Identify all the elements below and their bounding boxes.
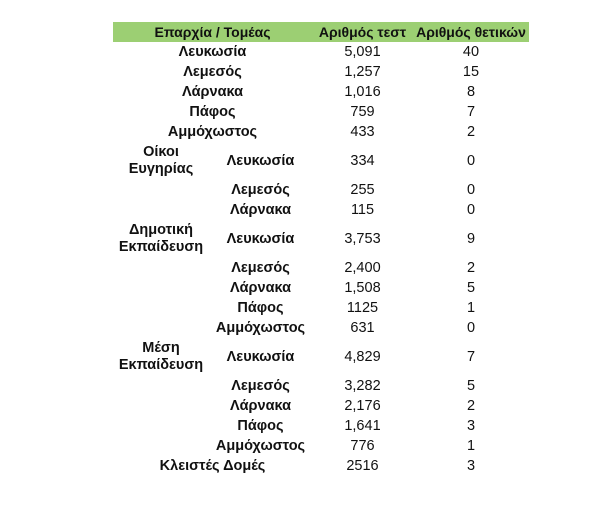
tests-cell: 2516	[346, 458, 379, 474]
positives-cell: 0	[466, 153, 476, 169]
sector-cell: Δημοτική Εκπαίδευση	[118, 222, 204, 255]
positives-cell: 7	[466, 349, 476, 365]
district-cell: Λεμεσός	[231, 260, 290, 276]
stats-table	[113, 22, 529, 476]
header-district: Επαρχία / Τομέας	[154, 24, 271, 40]
district-cell: Λευκωσία	[226, 231, 295, 247]
table-row	[113, 298, 529, 318]
positives-cell: 7	[466, 104, 476, 120]
table-row	[113, 82, 529, 102]
table-row	[113, 416, 529, 436]
tests-cell: 3,753	[344, 231, 381, 247]
district-cell: Λάρνακα	[229, 398, 292, 414]
table-row	[113, 180, 529, 200]
positives-cell: 9	[466, 231, 476, 247]
tests-cell: 5,091	[344, 44, 381, 60]
table-row	[113, 436, 529, 456]
positives-cell: 1	[466, 300, 476, 316]
table-row	[113, 122, 529, 142]
district-cell: Λευκωσία	[226, 349, 295, 365]
positives-cell: 0	[466, 320, 476, 336]
positives-cell: 2	[466, 398, 476, 414]
positives-cell: 0	[466, 182, 476, 198]
sector-cell: Οίκοι Ευγηρίας	[128, 144, 194, 177]
tests-cell: 759	[350, 104, 375, 120]
district-cell: Κλειστές Δομές	[159, 458, 266, 474]
positives-cell: 40	[462, 44, 480, 60]
table-row	[113, 142, 529, 180]
header-tests: Αριθμός τεστ	[318, 24, 407, 40]
positives-cell: 3	[466, 418, 476, 434]
positives-cell: 8	[466, 84, 476, 100]
positives-cell: 5	[466, 280, 476, 296]
district-cell: Αμμόχωστος	[215, 438, 306, 454]
positives-cell: 5	[466, 378, 476, 394]
tests-cell: 4,829	[344, 349, 381, 365]
district-cell: Λευκωσία	[178, 44, 247, 60]
positives-cell: 0	[466, 202, 476, 218]
table-row	[113, 200, 529, 220]
table-row	[113, 376, 529, 396]
table-row	[113, 396, 529, 416]
positives-cell: 2	[466, 260, 476, 276]
tests-cell: 115	[350, 202, 375, 218]
district-cell: Πάφος	[237, 300, 284, 316]
district-cell: Λάρνακα	[229, 280, 292, 296]
table-row	[113, 278, 529, 298]
tests-cell: 1,257	[344, 64, 381, 80]
tests-cell: 433	[350, 124, 375, 140]
positives-cell: 1	[466, 438, 476, 454]
table-row	[113, 62, 529, 82]
table-row	[113, 258, 529, 278]
district-cell: Λάρνακα	[181, 84, 244, 100]
tests-cell: 334	[350, 153, 375, 169]
tests-cell: 1,508	[344, 280, 381, 296]
table-row	[113, 318, 529, 338]
district-cell: Πάφος	[237, 418, 284, 434]
table-row	[113, 102, 529, 122]
table-row	[113, 42, 529, 62]
header-positives: Αριθμός θετικών	[416, 24, 526, 40]
table-row	[113, 338, 529, 376]
table-header	[113, 22, 529, 42]
district-cell: Αμμόχωστος	[167, 124, 258, 140]
tests-cell: 1,641	[344, 418, 381, 434]
district-cell: Λεμεσός	[231, 182, 290, 198]
tests-cell: 2,176	[344, 398, 381, 414]
tests-cell: 255	[350, 182, 375, 198]
tests-cell: 776	[350, 438, 375, 454]
sector-cell: Μέση Εκπαίδευση	[118, 340, 204, 373]
table-row	[113, 456, 529, 476]
positives-cell: 15	[462, 64, 480, 80]
tests-cell: 1125	[346, 300, 379, 316]
district-cell: Λεμεσός	[231, 378, 290, 394]
tests-cell: 1,016	[344, 84, 381, 100]
district-cell: Λεμεσός	[183, 64, 242, 80]
district-cell: Πάφος	[189, 104, 236, 120]
tests-cell: 2,400	[344, 260, 381, 276]
positives-cell: 3	[466, 458, 476, 474]
district-cell: Αμμόχωστος	[215, 320, 306, 336]
tests-cell: 3,282	[344, 378, 381, 394]
district-cell: Λευκωσία	[226, 153, 295, 169]
district-cell: Λάρνακα	[229, 202, 292, 218]
tests-cell: 631	[350, 320, 375, 336]
positives-cell: 2	[466, 124, 476, 140]
table-row	[113, 220, 529, 258]
